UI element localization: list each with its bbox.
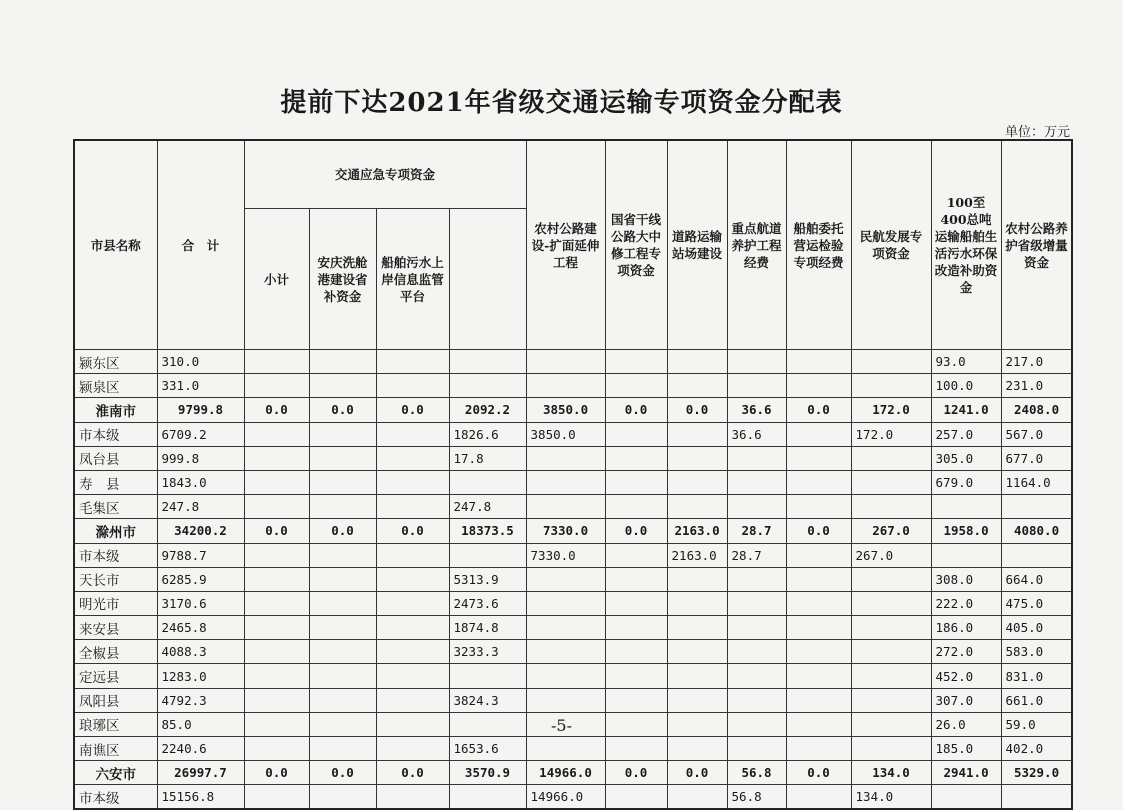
table-row: [74, 616, 1072, 640]
cell-rural-increment: 93.0: [931, 350, 1001, 374]
cell-trunk-road: [526, 374, 605, 398]
cell-trunk-road: [526, 616, 605, 640]
cell-ship-100-400: [851, 350, 931, 374]
cell-aviation: [786, 591, 851, 615]
cell-rural-increment: 272.0: [931, 640, 1001, 664]
cell-anqing: [309, 374, 376, 398]
cell-subtotal: 0.0: [244, 761, 309, 785]
cell-rural-road: 3824.3: [449, 688, 526, 712]
cell-aviation: [786, 350, 851, 374]
cell-anqing: [309, 422, 376, 446]
cell-waterway: [667, 422, 727, 446]
cell-county: 六安市: [74, 761, 157, 785]
cell-ship-sewage: [376, 422, 449, 446]
header-road-station: 道路运输站场建设: [667, 140, 727, 350]
cell-subtotal: [244, 543, 309, 567]
table-row: [74, 422, 1072, 446]
cell-waterway: [667, 470, 727, 494]
cell-rural-road: 5313.9: [449, 567, 526, 591]
cell-anqing: [309, 591, 376, 615]
cell-anqing: [309, 664, 376, 688]
header-county: 市县名称: [74, 140, 157, 350]
cell-rural-maintenance: 231.0: [1001, 374, 1072, 398]
cell-ship-100-400: 172.0: [851, 422, 931, 446]
cell-ship-sewage: [376, 567, 449, 591]
table-body: [74, 350, 1072, 810]
cell-rural-increment: 222.0: [931, 591, 1001, 615]
cell-rural-maintenance: 2408.0: [1001, 398, 1072, 422]
cell-waterway: [667, 446, 727, 470]
cell-aviation: [786, 664, 851, 688]
cell-rural-maintenance: 664.0: [1001, 567, 1072, 591]
cell-ship-sewage: [376, 688, 449, 712]
cell-ship-100-400: 267.0: [851, 543, 931, 567]
cell-waterway: [667, 350, 727, 374]
cell-waterway: 0.0: [667, 761, 727, 785]
cell-aviation: [786, 543, 851, 567]
cell-aviation: [786, 422, 851, 446]
cell-rural-increment: 1241.0: [931, 398, 1001, 422]
cell-rural-maintenance: 567.0: [1001, 422, 1072, 446]
cell-ship-sewage: [376, 616, 449, 640]
cell-aviation: [786, 785, 851, 809]
cell-anqing: [309, 350, 376, 374]
cell-ship-100-400: [851, 616, 931, 640]
cell-total: 1843.0: [157, 470, 244, 494]
cell-anqing: [309, 495, 376, 519]
cell-road-station: [605, 374, 667, 398]
cell-county: 琅琊区: [74, 712, 157, 736]
cell-subtotal: 0.0: [244, 519, 309, 543]
table-row: [74, 350, 1072, 374]
header-rural-road: 农村公路建设-扩面延伸工程: [526, 140, 605, 350]
cell-ship-sewage: 0.0: [376, 519, 449, 543]
cell-rural-maintenance: [1001, 543, 1072, 567]
cell-aviation: [786, 640, 851, 664]
cell-subtotal: [244, 785, 309, 809]
cell-rural-increment: 1958.0: [931, 519, 1001, 543]
cell-ship-sewage: [376, 470, 449, 494]
table-row: [74, 688, 1072, 712]
cell-ship-100-400: 134.0: [851, 785, 931, 809]
cell-county: 淮南市: [74, 398, 157, 422]
cell-trunk-road: 14966.0: [526, 761, 605, 785]
cell-road-station: [605, 664, 667, 688]
cell-total: 26997.7: [157, 761, 244, 785]
cell-total: 2240.6: [157, 737, 244, 761]
cell-rural-road: [449, 785, 526, 809]
cell-rural-road: [449, 374, 526, 398]
cell-subtotal: [244, 446, 309, 470]
cell-ship-inspection: [727, 616, 786, 640]
table-row: [74, 446, 1072, 470]
cell-anqing: 0.0: [309, 761, 376, 785]
cell-subtotal: [244, 688, 309, 712]
cell-rural-maintenance: 59.0: [1001, 712, 1072, 736]
cell-ship-100-400: 172.0: [851, 398, 931, 422]
cell-rural-increment: 2941.0: [931, 761, 1001, 785]
cell-total: 34200.2: [157, 519, 244, 543]
cell-subtotal: 0.0: [244, 398, 309, 422]
cell-trunk-road: [526, 446, 605, 470]
table-row: [74, 664, 1072, 688]
cell-subtotal: [244, 664, 309, 688]
cell-subtotal: [244, 616, 309, 640]
cell-rural-maintenance: 1164.0: [1001, 470, 1072, 494]
cell-ship-inspection: [727, 470, 786, 494]
cell-rural-maintenance: 831.0: [1001, 664, 1072, 688]
cell-trunk-road: 3850.0: [526, 398, 605, 422]
header-emergency-group: 交通应急专项资金: [244, 140, 526, 209]
page-number: -5-: [551, 716, 572, 735]
header-waterway: 重点航道养护工程经费: [727, 140, 786, 350]
cell-waterway: [667, 495, 727, 519]
cell-rural-road: [449, 470, 526, 494]
cell-waterway: [667, 591, 727, 615]
cell-total: 85.0: [157, 712, 244, 736]
cell-rural-maintenance: 5329.0: [1001, 761, 1072, 785]
cell-rural-road: 1653.6: [449, 737, 526, 761]
page-title: 提前下达2021年省级交通运输专项资金分配表: [280, 88, 843, 118]
cell-ship-inspection: [727, 664, 786, 688]
cell-trunk-road: [526, 640, 605, 664]
cell-ship-sewage: [376, 640, 449, 664]
cell-road-station: 0.0: [605, 398, 667, 422]
cell-waterway: 2163.0: [667, 543, 727, 567]
cell-rural-increment: 308.0: [931, 567, 1001, 591]
header-anqing: 安庆洗舱港建设省补资金: [309, 209, 376, 350]
cell-county: 市本级: [74, 543, 157, 567]
cell-ship-100-400: 267.0: [851, 519, 931, 543]
header-trunk-road: 国省干线公路大中修工程专项资金: [605, 140, 667, 350]
cell-ship-100-400: [851, 374, 931, 398]
cell-rural-increment: 679.0: [931, 470, 1001, 494]
cell-anqing: [309, 470, 376, 494]
cell-subtotal: [244, 374, 309, 398]
header-ship-100-400: 100至400总吨运输船舶生活污水环保改造补助资金: [931, 140, 1001, 350]
cell-trunk-road: [526, 470, 605, 494]
cell-total: 999.8: [157, 446, 244, 470]
cell-rural-road: [449, 543, 526, 567]
cell-ship-inspection: [727, 640, 786, 664]
cell-ship-sewage: 0.0: [376, 398, 449, 422]
cell-rural-increment: 257.0: [931, 422, 1001, 446]
cell-rural-maintenance: 661.0: [1001, 688, 1072, 712]
cell-ship-sewage: [376, 446, 449, 470]
cell-county: 市本级: [74, 422, 157, 446]
cell-county: 颍泉区: [74, 374, 157, 398]
city-row: [74, 398, 1072, 422]
cell-rural-maintenance: 583.0: [1001, 640, 1072, 664]
cell-subtotal: [244, 591, 309, 615]
cell-county: 毛集区: [74, 495, 157, 519]
cell-ship-inspection: 56.8: [727, 761, 786, 785]
cell-anqing: 0.0: [309, 519, 376, 543]
cell-aviation: [786, 446, 851, 470]
table-row: [74, 785, 1072, 809]
cell-waterway: [667, 737, 727, 761]
cell-ship-inspection: 28.7: [727, 543, 786, 567]
cell-county: 定远县: [74, 664, 157, 688]
cell-aviation: [786, 495, 851, 519]
cell-county: 全椒县: [74, 640, 157, 664]
cell-ship-100-400: [851, 567, 931, 591]
cell-waterway: 0.0: [667, 398, 727, 422]
cell-ship-sewage: 0.0: [376, 761, 449, 785]
cell-rural-increment: 452.0: [931, 664, 1001, 688]
table-row: [74, 567, 1072, 591]
cell-trunk-road: [526, 495, 605, 519]
cell-ship-inspection: [727, 495, 786, 519]
cell-rural-road: 3570.9: [449, 761, 526, 785]
cell-rural-maintenance: [1001, 495, 1072, 519]
cell-total: 15156.8: [157, 785, 244, 809]
table-row: [74, 470, 1072, 494]
cell-waterway: [667, 374, 727, 398]
cell-rural-increment: 305.0: [931, 446, 1001, 470]
cell-trunk-road: 14966.0: [526, 785, 605, 809]
cell-road-station: [605, 688, 667, 712]
cell-trunk-road: 7330.0: [526, 519, 605, 543]
cell-total: 9799.8: [157, 398, 244, 422]
cell-rural-road: 3233.3: [449, 640, 526, 664]
cell-road-station: [605, 446, 667, 470]
cell-road-station: [605, 495, 667, 519]
cell-rural-road: [449, 350, 526, 374]
cell-ship-100-400: [851, 688, 931, 712]
cell-ship-inspection: 28.7: [727, 519, 786, 543]
cell-ship-sewage: [376, 664, 449, 688]
cell-ship-100-400: 134.0: [851, 761, 931, 785]
cell-total: 9788.7: [157, 543, 244, 567]
cell-road-station: 0.0: [605, 519, 667, 543]
header-aviation: 民航发展专项资金: [851, 140, 931, 350]
cell-ship-inspection: [727, 737, 786, 761]
cell-rural-road: 1826.6: [449, 422, 526, 446]
cell-ship-sewage: [376, 374, 449, 398]
cell-ship-100-400: [851, 664, 931, 688]
cell-rural-increment: 307.0: [931, 688, 1001, 712]
cell-ship-100-400: [851, 737, 931, 761]
cell-total: 3170.6: [157, 591, 244, 615]
cell-rural-increment: [931, 785, 1001, 809]
cell-waterway: [667, 616, 727, 640]
cell-ship-100-400: [851, 591, 931, 615]
cell-aviation: [786, 688, 851, 712]
cell-rural-increment: [931, 543, 1001, 567]
header-rural-increment: 农村公路养护省级增量资金: [1001, 140, 1072, 350]
cell-county: 天长市: [74, 567, 157, 591]
cell-waterway: [667, 567, 727, 591]
cell-rural-maintenance: 402.0: [1001, 737, 1072, 761]
cell-rural-road: 1874.8: [449, 616, 526, 640]
cell-road-station: [605, 543, 667, 567]
cell-rural-maintenance: 475.0: [1001, 591, 1072, 615]
cell-subtotal: [244, 640, 309, 664]
cell-county: 来安县: [74, 616, 157, 640]
cell-road-station: [605, 616, 667, 640]
cell-county: 明光市: [74, 591, 157, 615]
cell-ship-100-400: [851, 640, 931, 664]
cell-ship-100-400: [851, 470, 931, 494]
cell-total: 6285.9: [157, 567, 244, 591]
table-row: [74, 640, 1072, 664]
cell-road-station: [605, 785, 667, 809]
cell-road-station: [605, 737, 667, 761]
cell-ship-inspection: 56.8: [727, 785, 786, 809]
cell-total: 4088.3: [157, 640, 244, 664]
city-row: [74, 761, 1072, 785]
cell-county: 滁州市: [74, 519, 157, 543]
cell-subtotal: [244, 422, 309, 446]
cell-rural-maintenance: [1001, 785, 1072, 809]
allocation-table: [73, 139, 1073, 810]
cell-total: 4792.3: [157, 688, 244, 712]
table-row: [74, 543, 1072, 567]
cell-anqing: [309, 737, 376, 761]
cell-anqing: [309, 446, 376, 470]
cell-anqing: [309, 616, 376, 640]
cell-ship-sewage: [376, 350, 449, 374]
cell-anqing: [309, 543, 376, 567]
cell-ship-inspection: 36.6: [727, 422, 786, 446]
cell-aviation: 0.0: [786, 519, 851, 543]
cell-county: 寿 县: [74, 470, 157, 494]
cell-ship-sewage: [376, 785, 449, 809]
cell-trunk-road: [526, 350, 605, 374]
cell-ship-inspection: [727, 591, 786, 615]
cell-rural-maintenance: 217.0: [1001, 350, 1072, 374]
header-subtotal: 小计: [244, 209, 309, 350]
cell-ship-sewage: [376, 737, 449, 761]
cell-county: 颍东区: [74, 350, 157, 374]
cell-road-station: 0.0: [605, 761, 667, 785]
cell-aviation: [786, 470, 851, 494]
cell-ship-100-400: [851, 446, 931, 470]
cell-subtotal: [244, 470, 309, 494]
cell-total: 310.0: [157, 350, 244, 374]
cell-trunk-road: [526, 567, 605, 591]
cell-aviation: 0.0: [786, 761, 851, 785]
cell-trunk-road: [526, 688, 605, 712]
cell-trunk-road: 7330.0: [526, 543, 605, 567]
cell-total: 6709.2: [157, 422, 244, 446]
cell-rural-increment: 185.0: [931, 737, 1001, 761]
table-row: [74, 591, 1072, 615]
table-row: [74, 495, 1072, 519]
cell-road-station: [605, 422, 667, 446]
cell-aviation: [786, 567, 851, 591]
cell-road-station: [605, 567, 667, 591]
header-ship-sewage: 船舶污水上岸信息监管平台: [376, 209, 449, 350]
cell-total: 331.0: [157, 374, 244, 398]
cell-rural-road: 2092.2: [449, 398, 526, 422]
cell-total: 247.8: [157, 495, 244, 519]
cell-subtotal: [244, 350, 309, 374]
cell-rural-road: 18373.5: [449, 519, 526, 543]
cell-rural-increment: 26.0: [931, 712, 1001, 736]
cell-trunk-road: [526, 737, 605, 761]
header-ship-inspection: 船舶委托营运检验专项经费: [786, 140, 851, 350]
cell-trunk-road: [526, 664, 605, 688]
cell-waterway: [667, 688, 727, 712]
cell-county: 南谯区: [74, 737, 157, 761]
cell-rural-road: 2473.6: [449, 591, 526, 615]
cell-anqing: [309, 785, 376, 809]
header-total: 合 计: [157, 140, 244, 350]
cell-rural-road: 247.8: [449, 495, 526, 519]
cell-subtotal: [244, 495, 309, 519]
cell-rural-road: [449, 664, 526, 688]
cell-county: 凤台县: [74, 446, 157, 470]
cell-waterway: [667, 664, 727, 688]
cell-waterway: [667, 640, 727, 664]
cell-anqing: [309, 688, 376, 712]
cell-subtotal: [244, 567, 309, 591]
cell-ship-inspection: [727, 374, 786, 398]
cell-rural-maintenance: 677.0: [1001, 446, 1072, 470]
unit-label: 单位：万元: [1004, 125, 1070, 140]
city-row: [74, 519, 1072, 543]
cell-rural-road: 17.8: [449, 446, 526, 470]
table-row: [74, 737, 1072, 761]
cell-ship-inspection: [727, 567, 786, 591]
cell-rural-maintenance: 405.0: [1001, 616, 1072, 640]
cell-anqing: 0.0: [309, 398, 376, 422]
cell-rural-increment: 186.0: [931, 616, 1001, 640]
cell-road-station: [605, 591, 667, 615]
cell-ship-sewage: [376, 543, 449, 567]
cell-rural-increment: [931, 495, 1001, 519]
cell-road-station: [605, 640, 667, 664]
cell-aviation: [786, 737, 851, 761]
cell-rural-maintenance: 4080.0: [1001, 519, 1072, 543]
cell-ship-100-400: [851, 495, 931, 519]
cell-trunk-road: 3850.0: [526, 422, 605, 446]
cell-anqing: [309, 567, 376, 591]
cell-road-station: [605, 470, 667, 494]
cell-county: 凤阳县: [74, 688, 157, 712]
cell-rural-increment: 100.0: [931, 374, 1001, 398]
cell-total: 2465.8: [157, 616, 244, 640]
cell-aviation: [786, 616, 851, 640]
cell-aviation: [786, 374, 851, 398]
cell-subtotal: [244, 737, 309, 761]
cell-waterway: [667, 785, 727, 809]
cell-anqing: [309, 640, 376, 664]
cell-ship-inspection: [727, 350, 786, 374]
cell-ship-inspection: [727, 446, 786, 470]
cell-aviation: 0.0: [786, 398, 851, 422]
cell-ship-sewage: [376, 591, 449, 615]
cell-total: 1283.0: [157, 664, 244, 688]
cell-ship-sewage: [376, 495, 449, 519]
cell-waterway: 2163.0: [667, 519, 727, 543]
cell-trunk-road: [526, 591, 605, 615]
cell-ship-inspection: 36.6: [727, 398, 786, 422]
table-row: [74, 374, 1072, 398]
cell-county: 市本级: [74, 785, 157, 809]
cell-ship-inspection: [727, 688, 786, 712]
cell-road-station: [605, 350, 667, 374]
